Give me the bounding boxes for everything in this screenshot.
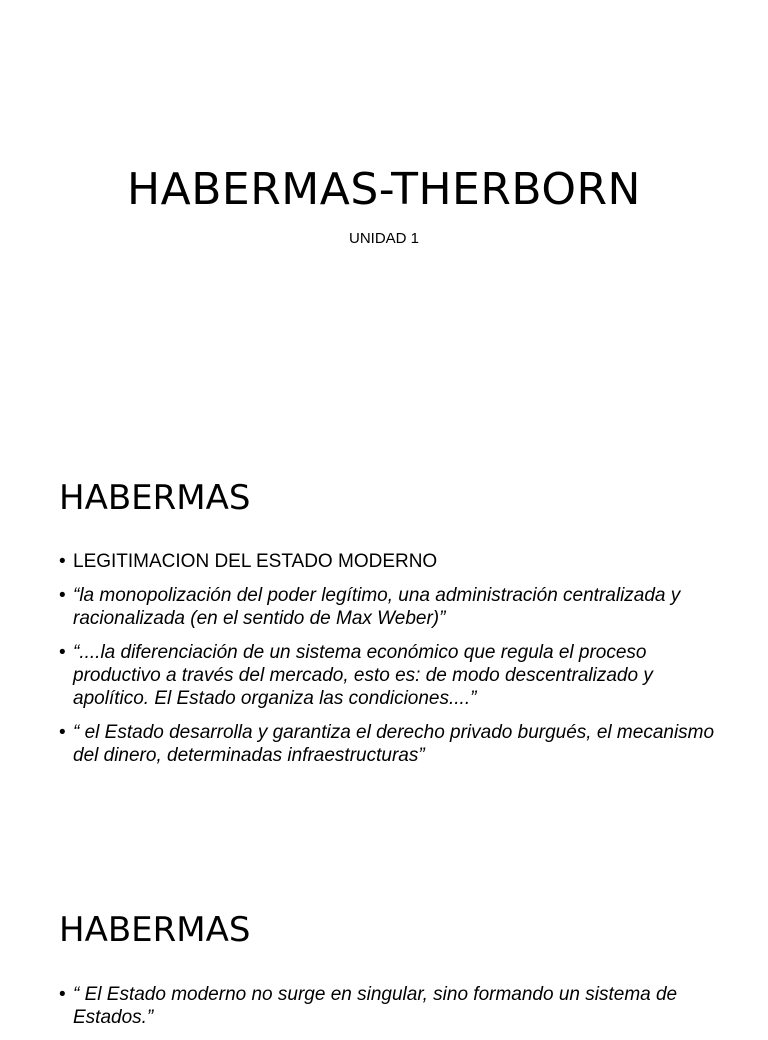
- bullet-text: “ El Estado moderno no surge en singular, sino formando un sistema de Estados.”: [73, 984, 678, 1028]
- bullet-item: [59, 983, 719, 1029]
- bullet-text: “ el Estado desarrolla y garantiza el derecho privado burgués, el mecanismo del dinero, determinadas infraestructuras”: [73, 722, 715, 766]
- bullet-item: [59, 641, 719, 710]
- slide-heading: HABERMAS: [59, 910, 251, 950]
- bullet-item: [59, 584, 719, 630]
- bullet-icon: •: [59, 642, 66, 663]
- bullet-text: “....la diferenciación de un sistema económico que regula el proceso productivo a través del mercado, esto es: de modo descentralizado y apolítico. El Estado organiza las condiciones....”: [73, 642, 653, 709]
- bullet-item: [59, 721, 719, 767]
- bullet-text: LEGITIMACION DEL ESTADO MODERNO: [73, 551, 438, 572]
- slide-title: HABERMAS-THERBORN: [127, 164, 641, 215]
- slide-heading: HABERMAS: [59, 478, 251, 518]
- bullet-icon: •: [59, 984, 66, 1005]
- title-slide: [0, 0, 768, 432]
- bullet-list: [59, 550, 719, 778]
- bullet-list: [59, 983, 719, 1040]
- content-slide-2: [0, 864, 768, 1028]
- bullet-icon: •: [59, 585, 66, 606]
- bullet-item: [59, 550, 719, 573]
- bullet-text: “la monopolización del poder legítimo, una administración centralizada y racionalizada (en el sentido de Max Weber)”: [73, 585, 681, 629]
- bullet-icon: •: [59, 551, 66, 572]
- content-slide-1: [0, 432, 768, 864]
- slide-subtitle: UNIDAD 1: [348, 230, 419, 247]
- bullet-icon: •: [59, 722, 66, 743]
